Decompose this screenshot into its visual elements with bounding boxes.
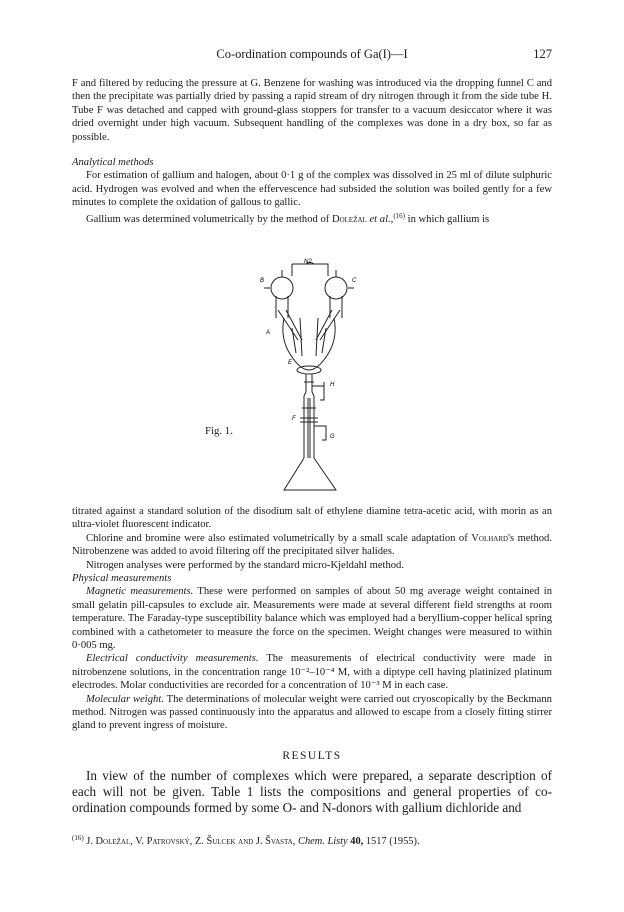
page-number: 127 xyxy=(533,47,552,61)
funnel-b xyxy=(271,277,293,299)
nitrogen-line xyxy=(292,264,328,276)
label-c: C xyxy=(352,278,357,284)
results-heading: RESULTS xyxy=(282,750,342,762)
footnote-marker: (16) xyxy=(72,834,84,842)
molecular-weight-title: Molecular weight. xyxy=(86,693,164,705)
analytical-methods-heading: Analytical methods xyxy=(72,157,154,168)
molecular-weight-paragraph: Molecular weight. The determinations of molecular weight were carried out cryoscopically by the Beckmann method. Nitrogen was passed continuously into the apparatus and allowed to escape from a closely fitting stirrer gland to prevent ingress of moisture. xyxy=(72,693,552,732)
label-h: H xyxy=(330,382,335,388)
reference-marker: (16) xyxy=(393,211,405,220)
magnetic-paragraph: Magnetic measurements. These were performed on samples of about 50 mg average weight contained in small gelatin pill-capsules to exclude air. Measurements were made at several different field strengths at room temperature. The Faraday-type susceptibility balance which was employed had a beryllium-copper helical spring combined with a cathetometer to measure the force on the specimen. Weight changes were measured to within 0·005 mg. xyxy=(72,586,552,652)
intro-paragraph-block xyxy=(72,77,552,144)
magnetic-title: Magnetic measurements. xyxy=(86,586,194,598)
physical-measurements-heading: Physical measurements xyxy=(72,573,172,584)
nitrogen-paragraph: Nitrogen analyses were performed by the standard micro-Kjeldahl method. xyxy=(86,559,404,571)
label-a: A xyxy=(266,330,271,336)
conductivity-paragraph: Electrical conductivity measurements. The measurements of electrical conductivity were made in nitrobenzene solutions, in the concentration range 10⁻²–10⁻⁴ M, with a diptype cell having platinized platinum electrodes. Molar conductivities are recorded for a concentration of 10⁻³ M in each case. xyxy=(72,653,552,692)
label-g: G xyxy=(330,434,335,440)
physical-measurements-section xyxy=(72,572,552,733)
footnote: $^{(16)}$ J. Doležal, V. Patrovský, Z. Šulcek and J. Švasta, Chem. Listy 40, 1517 (1955). xyxy=(72,834,420,847)
label-n2: N2 xyxy=(304,259,312,265)
intro-paragraph: F and filtered by reducing the pressure at G. Benzene for washing was introduced via the dropping funnel C and then the precipitate was partially dried by passing a rapid stream of dry nitrogen through it from the side tube H. Tube F was detached and capped with ground-glass stoppers for transfer to a vacuum desiccator where it was dried overnight under high vacuum. Subsequent handling of the complexes was done in a dry box, so far as possible. xyxy=(72,78,552,143)
funnel-c xyxy=(325,277,347,299)
label-f: F xyxy=(292,416,296,422)
page-header xyxy=(72,47,552,62)
label-b: B xyxy=(260,278,265,284)
analytical-paragraph-2: Gallium was determined volumetrically by the method of Doležal et al.,$^{(16)}$ in which gallium is xyxy=(86,211,490,225)
conductivity-title: Electrical conductivity measurements. xyxy=(86,653,259,665)
halogen-paragraph: Chlorine and bromine were also estimated volumetrically by a small scale adaptation of Volhard's method. Nitrobenzene was added to avoid filtering off the precipitated silver halides. xyxy=(72,532,552,558)
author-volhard: Volhard xyxy=(471,532,509,544)
titration-paragraph: titrated against a standard solution of the disodium salt of ethylene diamine tetra-acetic acid, with morin as an ultra-violet fluorescent indicator. xyxy=(72,506,552,531)
apparatus-diagram xyxy=(240,258,380,498)
conical-flask xyxy=(284,458,336,490)
label-e: E xyxy=(288,360,293,366)
results-paragraph: In view of the number of complexes which were prepared, a separate description of each will not be given. Table 1 lists the compositions and general properties of co-ordination compounds formed by some O- and N-donors with gallium dichloride and xyxy=(72,768,552,816)
tube-f xyxy=(308,398,310,458)
footnote-journal: Chem. Listy xyxy=(298,836,348,847)
results-block xyxy=(72,768,552,817)
figure-caption: Fig. 1. xyxy=(205,425,233,437)
side-arm-g xyxy=(314,426,326,440)
apparatus-figure xyxy=(240,258,380,498)
titration-section xyxy=(72,505,552,572)
author-dolezal: Doležal xyxy=(331,213,367,225)
footnote-volume: 40, xyxy=(347,836,364,847)
analytical-methods-section xyxy=(72,156,552,226)
running-title: Co-ordination compounds of Ga(I)—I xyxy=(216,47,408,61)
footnote-authors: J. Doležal, V. Patrovský, Z. Šulcek and J. Švasta, xyxy=(83,836,299,847)
analytical-paragraph-1: For estimation of gallium and halogen, about 0·1 g of the complex was dissolved in 25 ml of dilute sulphuric acid. Hydrogen was evolved and when the effervescence had subsided the solution was boiled gently for a few minutes to complete the oxidation of gallous to gallic. xyxy=(72,170,552,209)
